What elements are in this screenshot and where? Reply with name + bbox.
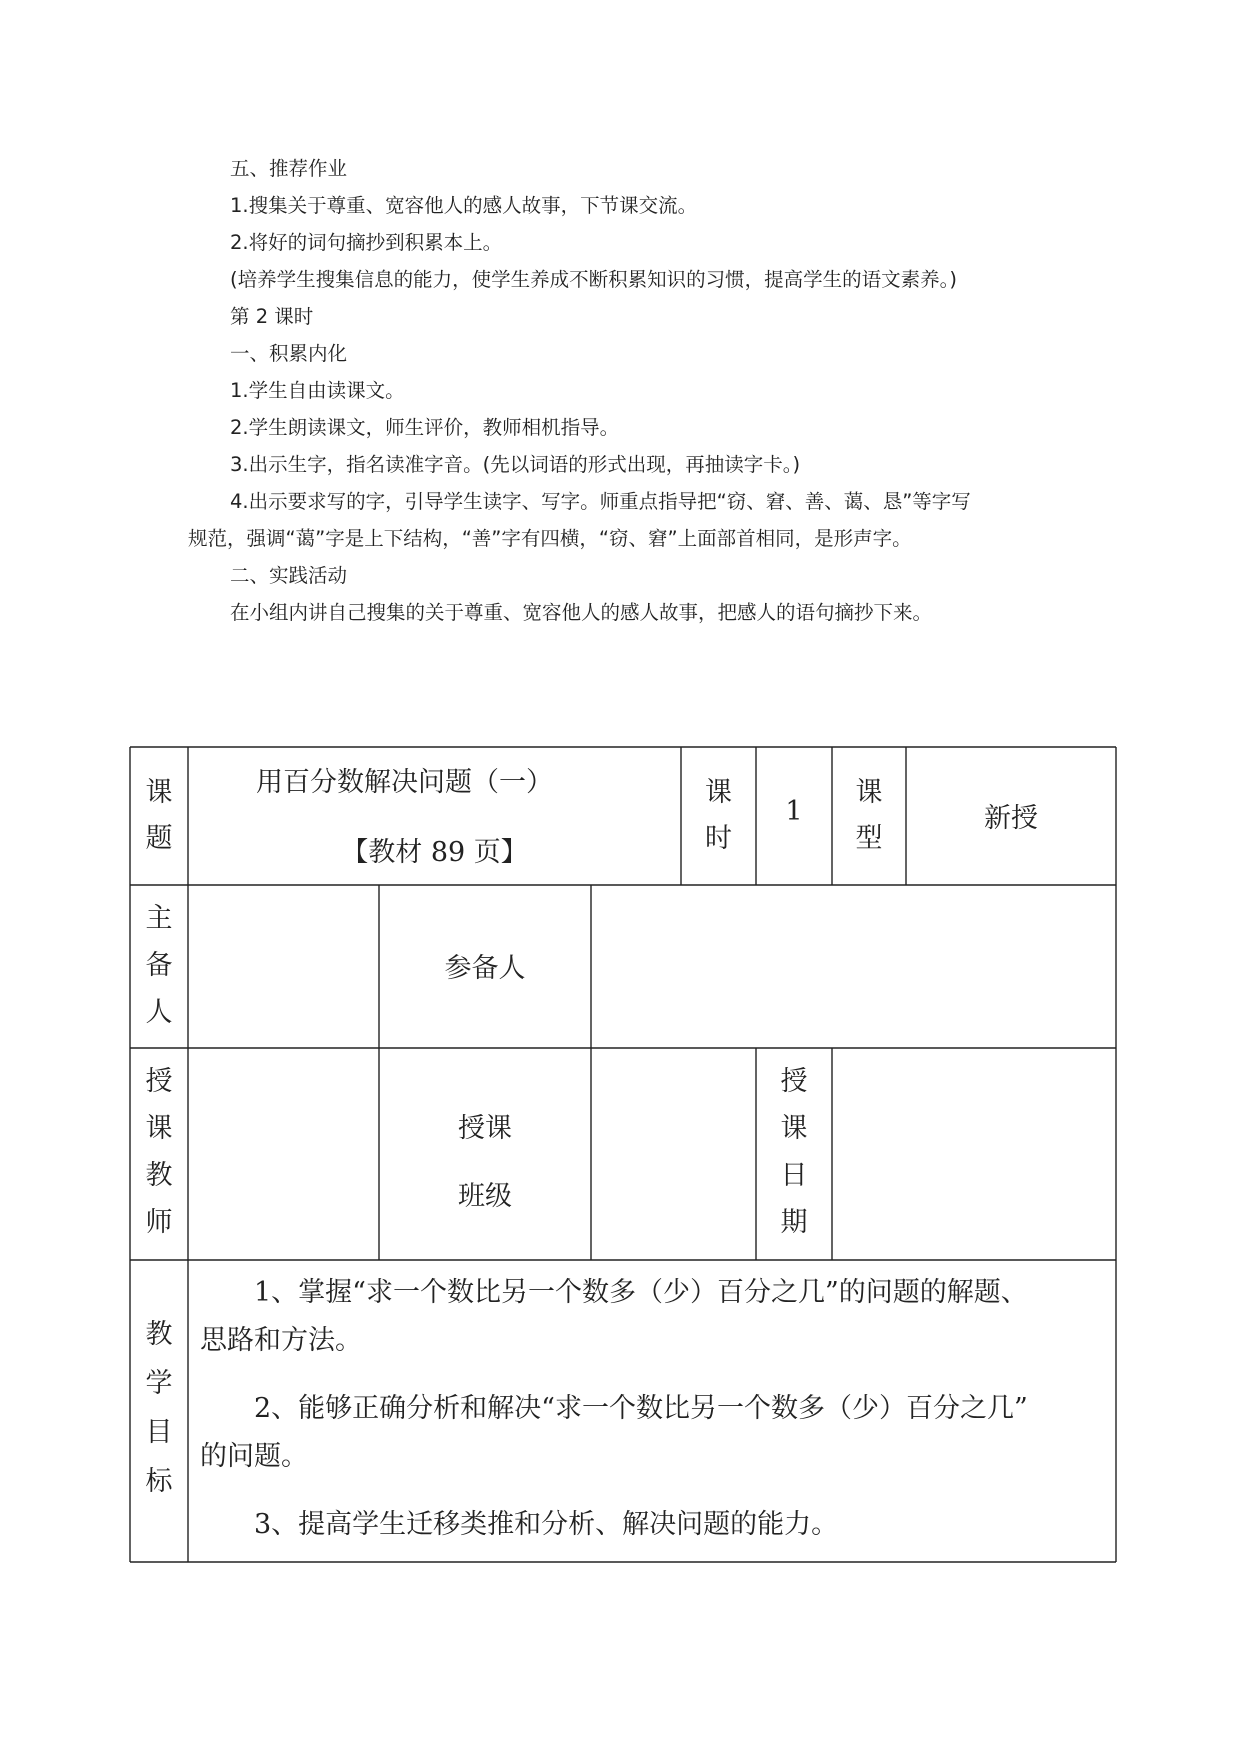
class-label xyxy=(379,1095,591,1231)
homework-item-1: 1.搜集关于尊重、宽容他人的感人故事，下节课交流。 xyxy=(230,194,698,217)
co-preparer-label: 参备人 xyxy=(444,953,526,984)
label-char: 教 xyxy=(145,1160,173,1191)
step-item-4-continued: 规范，强调“蔼”字是上下结构，“善”字有四横，“窃、窘”上面部首相同，是形声字。 xyxy=(188,527,912,550)
objective-2-line-2: 的问题。 xyxy=(200,1441,308,1472)
label-char: 日 xyxy=(780,1160,808,1191)
label-char: 期 xyxy=(780,1207,808,1238)
label-char: 课 xyxy=(705,777,732,808)
lesson-type-value: 新授 xyxy=(984,803,1038,834)
lesson-title: 用百分数解决问题（一） xyxy=(256,767,553,798)
homework-note: (培养学生搜集信息的能力，使学生养成不断积累知识的习惯，提高学生的语文素养。) xyxy=(230,268,957,291)
practice-item: 在小组内讲自己搜集的关于尊重、宽容他人的感人故事，把感人的语句摘抄下来。 xyxy=(230,601,933,624)
objective-3: 3、提高学生迁移类推和分析、解决问题的能力。 xyxy=(200,1509,839,1540)
lead-preparer-label xyxy=(130,895,188,1036)
label-char: 授 xyxy=(145,1066,173,1097)
label-char: 教 xyxy=(145,1319,173,1350)
label-char: 学 xyxy=(145,1368,173,1399)
label-char: 授 xyxy=(780,1066,808,1097)
label-word: 授课 xyxy=(458,1113,512,1144)
lesson-period-label xyxy=(681,770,756,862)
label-char: 型 xyxy=(855,823,883,854)
label-char: 时 xyxy=(705,823,732,854)
objective-1-line-2: 思路和方法。 xyxy=(200,1325,362,1356)
label-char: 课 xyxy=(780,1113,808,1144)
homework-item-2: 2.将好的词句摘抄到积累本上。 xyxy=(230,231,503,254)
date-label xyxy=(756,1058,832,1246)
label-char: 课 xyxy=(145,1113,173,1144)
label-char: 师 xyxy=(145,1207,173,1238)
lesson-period-heading: 第 2 课时 xyxy=(230,305,314,328)
label-char: 课 xyxy=(855,777,883,808)
step-item-2: 2.学生朗读课文，师生评价，教师相机指导。 xyxy=(230,416,620,439)
label-char: 备 xyxy=(145,950,173,981)
textbook-page: 【教材 89 页】 xyxy=(341,837,528,868)
teaching-objectives-label xyxy=(130,1310,188,1506)
lesson-type-label xyxy=(832,770,906,862)
heading-accumulate: 一、积累内化 xyxy=(230,342,348,365)
teacher-label xyxy=(130,1058,188,1246)
step-item-4: 4.出示要求写的字，引导学生读字、写字。师重点指导把“窃、窘、善、蔼、恳”等字写 xyxy=(230,490,971,513)
objective-1-line-1: 1、掌握“求一个数比另一个数多（少）百分之几”的问题的解题、 xyxy=(200,1277,1028,1308)
label-char: 主 xyxy=(145,903,173,934)
lesson-period-value: 1 xyxy=(785,796,803,827)
label-char: 课 xyxy=(145,777,173,808)
step-item-1: 1.学生自由读课文。 xyxy=(230,379,405,402)
heading-homework: 五、推荐作业 xyxy=(230,157,348,180)
heading-practice: 二、实践活动 xyxy=(230,564,348,587)
label-char: 人 xyxy=(145,997,173,1028)
label-char: 目 xyxy=(145,1417,173,1448)
label-char: 题 xyxy=(145,823,173,854)
label-word: 班级 xyxy=(458,1181,512,1212)
step-item-3: 3.出示生字，指名读准字音。(先以词语的形式出现，再抽读字卡。) xyxy=(230,453,801,476)
objective-2-line-1: 2、能够正确分析和解决“求一个数比另一个数多（少）百分之几” xyxy=(200,1393,1028,1424)
lesson-topic-label xyxy=(130,770,188,862)
label-char: 标 xyxy=(145,1466,173,1497)
